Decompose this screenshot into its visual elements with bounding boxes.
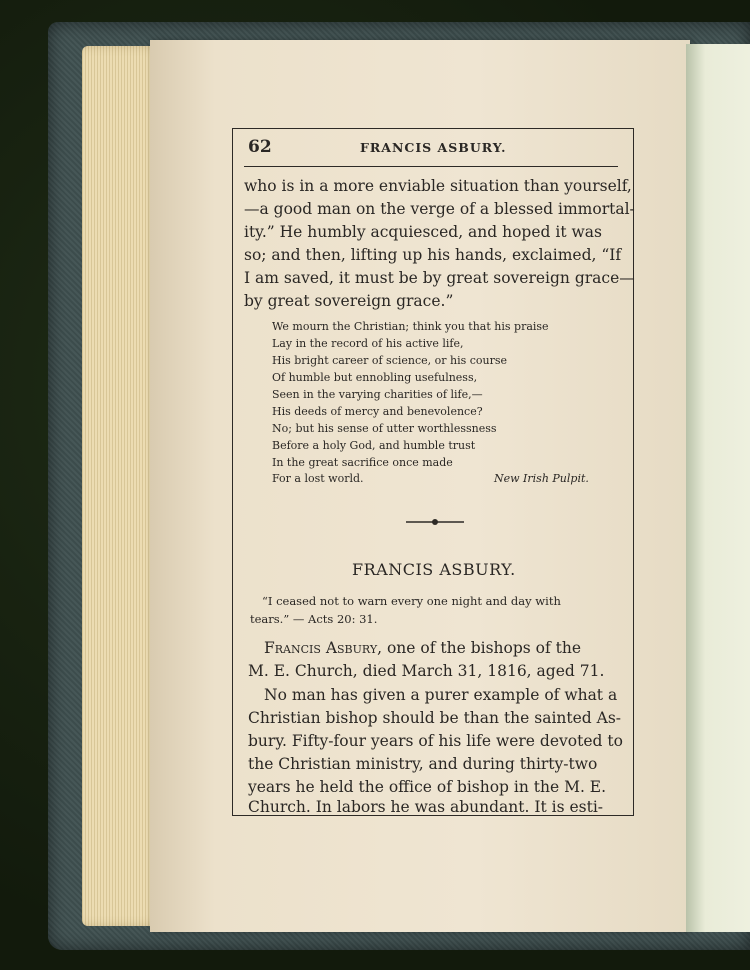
poem-line: For a lost world. <box>272 472 364 485</box>
poem-attribution: New Irish Pulpit. <box>494 472 589 485</box>
lead-name: Francis Asbury <box>264 639 378 657</box>
epigraph-line: tears.” — Acts 20: 31. <box>250 612 378 626</box>
poem-line: His deeds of mercy and benevolence? <box>272 405 483 418</box>
poem-line: His bright career of science, or his course <box>272 354 508 367</box>
paragraph-line: bury. Fifty-four years of his life were devoted to <box>248 732 623 750</box>
paragraph-line: the Christian ministry, and during thirty-two <box>248 755 598 773</box>
header-rule <box>244 166 618 167</box>
text-line: so; and then, lifting up his hands, exclaimed, “If <box>244 246 622 264</box>
text-line: —a good man on the verge of a blessed immortal- <box>244 200 635 218</box>
paragraph-line: No man has given a purer example of what a <box>264 686 618 704</box>
paragraph-line: Christian bishop should be than the sainted As- <box>248 709 622 727</box>
text-line: I am saved, it must be by great sovereign grace— <box>244 269 635 287</box>
poem-line: No; but his sense of utter worthlessness <box>272 422 497 435</box>
text-line: by great sovereign grace.” <box>244 292 454 310</box>
poem-line: We mourn the Christian; think you that his praise <box>272 320 549 333</box>
poem-line: Seen in the varying charities of life,— <box>272 388 483 401</box>
page-number: 62 <box>248 137 272 157</box>
running-head: FRANCIS ASBURY. <box>360 140 507 155</box>
poem-line: Lay in the record of his active life, <box>272 337 464 350</box>
paragraph-line: years he held the office of bishop in the M. E. <box>248 778 607 796</box>
paragraph-line: Church. In labors he was abundant. It is esti- <box>248 798 604 816</box>
epigraph-line: “I ceased not to warn every one night and day with <box>262 594 561 608</box>
poem-line: In the great sacrifice once made <box>272 456 453 469</box>
paragraph-line <box>264 639 581 657</box>
paragraph-text: , one of the bishops of the <box>377 639 582 657</box>
section-title: FRANCIS ASBURY. <box>352 560 516 579</box>
poem-line: Of humble but ennobling usefulness, <box>272 371 478 384</box>
poem-line: Before a holy God, and humble trust <box>272 439 476 452</box>
paragraph-line: M. E. Church, died March 31, 1816, aged 71. <box>248 662 605 680</box>
text-line: ity.” He humbly acquiesced, and hoped it was <box>244 223 602 241</box>
text-line: who is in a more enviable situation than yourself, <box>244 177 632 195</box>
ornament-divider <box>404 515 466 529</box>
